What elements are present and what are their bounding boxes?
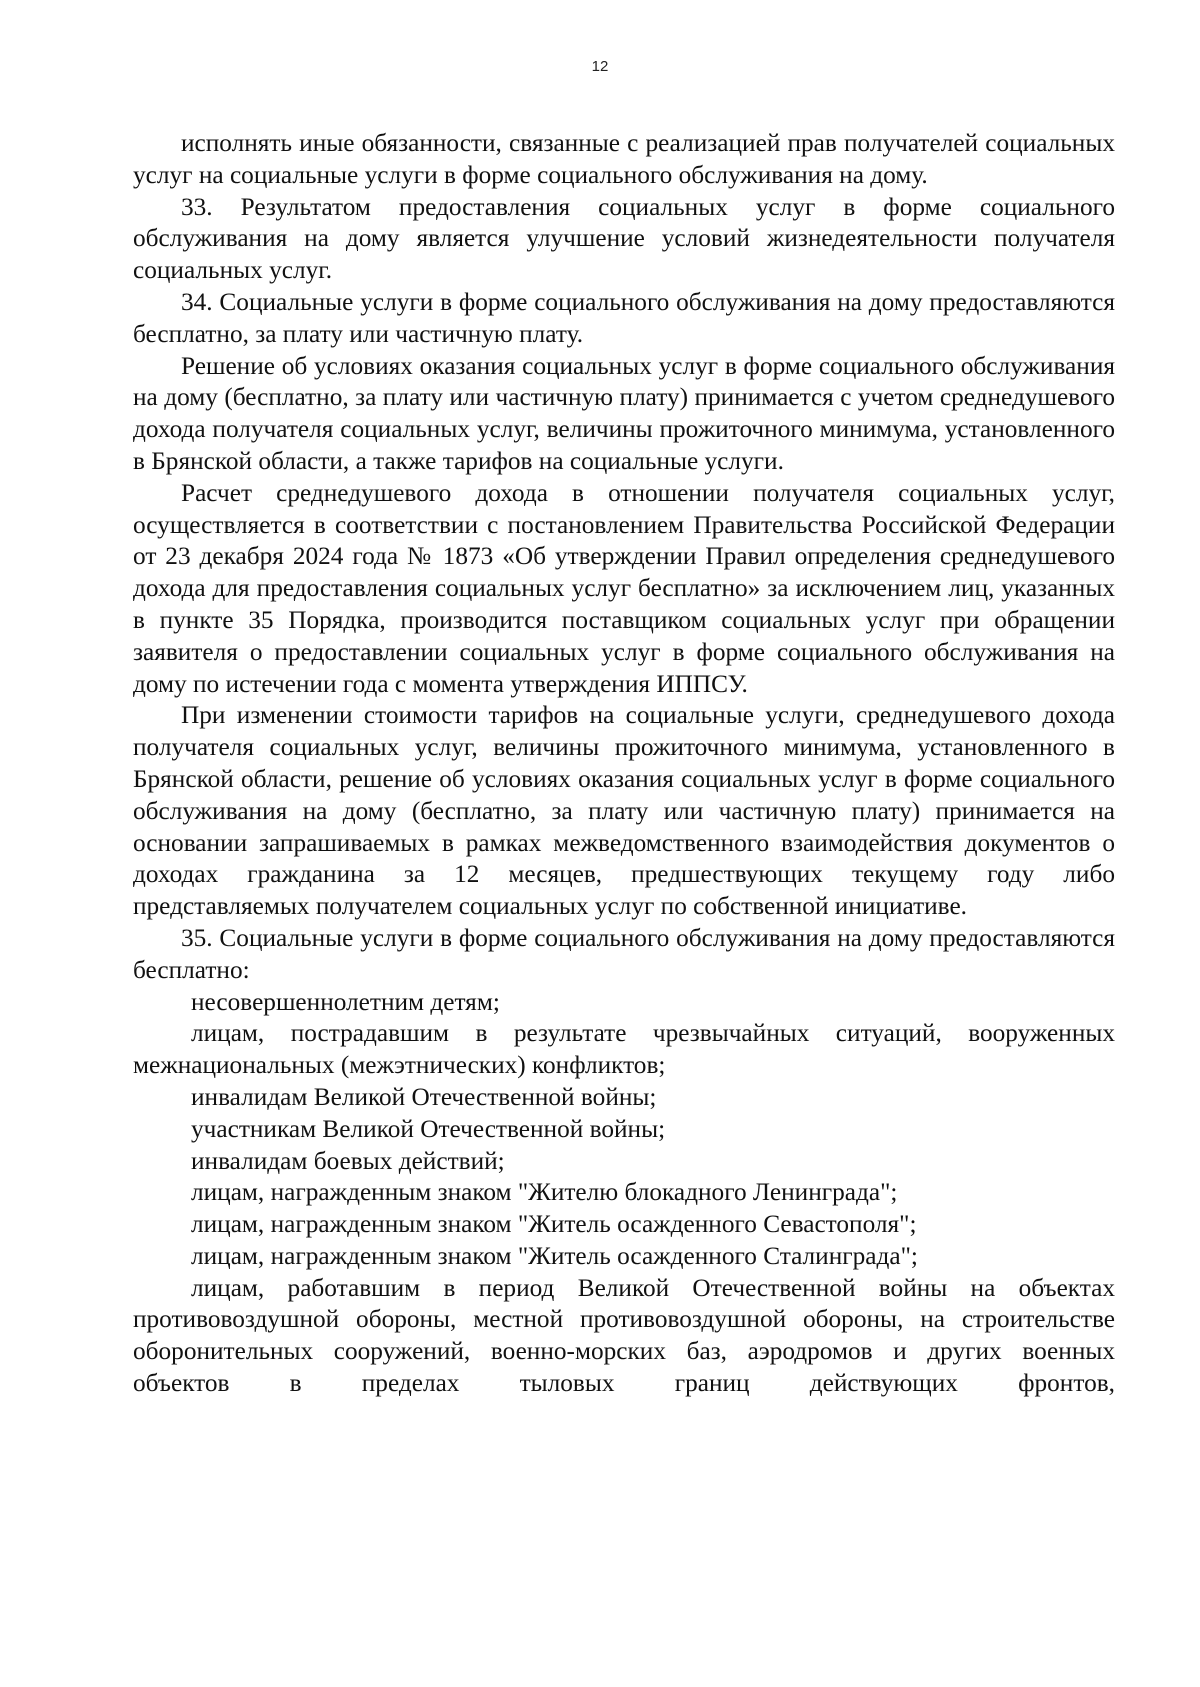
page-number: 12 xyxy=(591,58,609,75)
list-item-stalingrad-badge: лицам, награжденным знаком "Житель осажденного Сталинграда"; xyxy=(191,1241,918,1270)
list-item-sevastopol-badge: лицам, награжденным знаком "Житель осажденного Севастополя"; xyxy=(191,1210,917,1239)
list-item-wwii-participants: участникам Великой Отечественной войны; xyxy=(191,1114,666,1143)
list-item-wwii-disabled: инвалидам Великой Отечественной войны; xyxy=(191,1082,657,1111)
document-body xyxy=(133,128,1115,1400)
paragraph-income-calculation: Расчет среднедушевого дохода в отношении получателя социальных услуг, осуществляется в соответствии с постановлением Правительства Российской Федерации от 23 декабря 2024 года № 1873 «Об утверждении Правил определения среднедушевого дохода для предоставления социальных услуг бесплатно» за исключением лиц, указанных в пункте 35 Порядка, производится поставщиком социальных услуг при обращении заявителя о предоставлении социальных услуг в форме социального обслуживания на дому по истечении года с момента утверждения ИППСУ. xyxy=(133,478,1115,698)
list-item-leningrad-badge: лицам, награжденным знаком "Жителю блокадного Ленинграда"; xyxy=(191,1178,898,1207)
list-item-air-defense-workers: лицам, работавшим в период Великой Отечественной войны на объектах противовоздушной обороны, местной противовоздушной обороны, на строительстве оборонительных сооружений, военно-морских баз, аэродромов и других военных объектов в пределах тыловых границ действующих фронтов, xyxy=(133,1273,1115,1398)
list-item-minors: несовершеннолетним детям; xyxy=(191,987,500,1016)
paragraph-item-34: 34. Социальные услуги в форме социального обслуживания на дому предоставляются бесплатно, за плату или частичную плату. xyxy=(133,287,1115,348)
paragraph-item-35: 35. Социальные услуги в форме социального обслуживания на дому предоставляются бесплатно: xyxy=(133,923,1115,984)
list-item-combat-disabled: инвалидам боевых действий; xyxy=(191,1146,505,1175)
paragraph-item-33: 33. Результатом предоставления социальных услуг в форме социального обслуживания на дому является улучшение условий жизнедеятельности получателя социальных услуг. xyxy=(133,192,1115,285)
paragraph-duties-continuation: исполнять иные обязанности, связанные с реализацией прав получателей социальных услуг на социальные услуги в форме социального обслуживания на дому. xyxy=(133,129,1115,189)
paragraph-tariff-change: При изменении стоимости тарифов на социальные услуги, среднедушевого дохода получателя социальных услуг, величины прожиточного минимума, установленного в Брянской области, решение об условиях оказания социальных услуг в форме социального обслуживания на дому (бесплатно, за плату или частичную плату) принимается на основании запрашиваемых в рамках межведомственного взаимодействия документов о доходах гражданина за 12 месяцев, предшествующих текущему году либо представляемых получателем социальных услуг по собственной инициативе. xyxy=(133,701,1115,921)
paragraph-decision-conditions: Решение об условиях оказания социальных услуг в форме социального обслуживания на дому (бесплатно, за плату или частичную плату) принимается с учетом среднедушевого дохода получателя социальных услуг, величины прожиточного минимума, установленного в Брянской области, а также тарифов на социальные услуги. xyxy=(133,351,1115,475)
list-item-emergency-victims: лицам, пострадавшим в результате чрезвычайных ситуаций, вооруженных межнациональных (межэтнических) конфликтов; xyxy=(133,1019,1115,1080)
